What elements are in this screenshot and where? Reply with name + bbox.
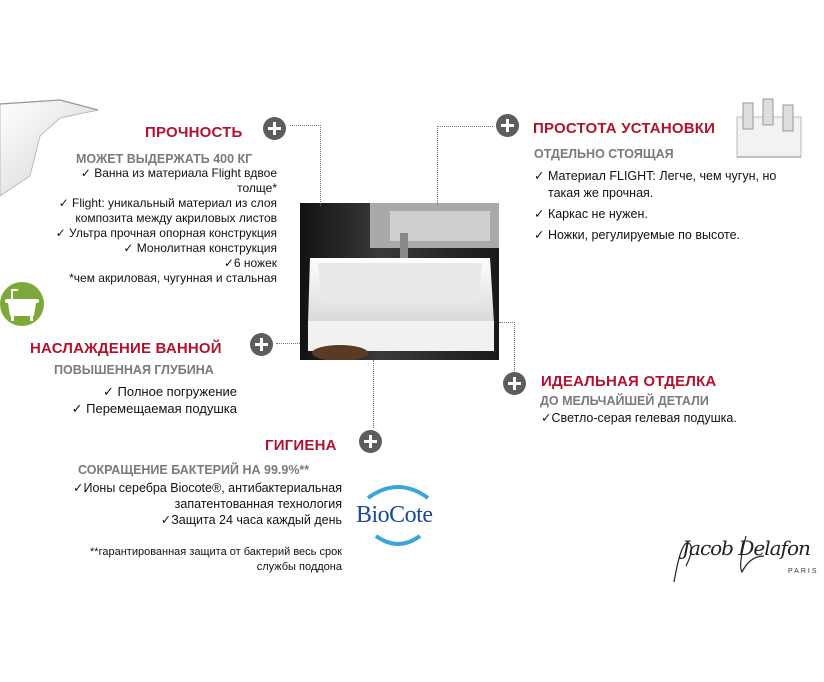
install-list (534, 168, 776, 244)
list-item: ✓ Каркас не нужен. (534, 207, 648, 221)
footnote (40, 545, 342, 575)
list-item: ✓ Flight: уникальный материал из слоя (58, 196, 277, 210)
list-item: ✓ Монолитная конструкция (123, 241, 277, 255)
hygiene-list (20, 480, 342, 528)
pleasure-subtitle: ПОВЫШЕННАЯ ГЛУБИНА (54, 363, 214, 377)
list-item: ✓ Полное погружение (103, 384, 237, 399)
list-item: ✓ Ножки, регулируемые по высоте. (534, 228, 741, 242)
connector-pleasure (276, 343, 300, 344)
finish-list (541, 411, 737, 426)
list-item: ✓ Ультра прочная опорная конструкция (55, 226, 277, 240)
bathtub-icon (0, 280, 48, 330)
list-item: ✓Светло-серая гелевая подушка. (541, 411, 737, 425)
connector-install (437, 126, 493, 205)
list-item: ✓Ионы серебра Biocote®, антибактериальная (73, 481, 342, 495)
bathroom-photo (300, 203, 499, 360)
jacob-delafon-signature (668, 526, 824, 586)
footnote-line: **гарантированная защита от бактерий весь срок (90, 546, 342, 558)
plus-circle-icon[interactable] (496, 114, 519, 137)
list-item: ✓Защита 24 часа каждый день (160, 513, 342, 527)
pleasure-list (20, 383, 237, 417)
list-item: *чем акриловая, чугунная и стальная (69, 271, 277, 285)
plus-circle-icon[interactable] (263, 117, 286, 140)
list-item: толще* (237, 181, 277, 195)
list-item: ✓ Ванна из материала Flight вдвое (80, 166, 277, 180)
signature-text: Jacob Delafon (682, 536, 810, 560)
list-item: композита между акриловых листов (75, 211, 277, 225)
bath-product-image (735, 97, 803, 163)
list-item: ✓ Перемещаемая подушка (71, 401, 237, 416)
plus-circle-icon[interactable] (250, 333, 273, 356)
connector-strength (290, 125, 321, 206)
plus-circle-icon[interactable] (359, 430, 382, 453)
strength-title: ПРОЧНОСТЬ (145, 124, 243, 141)
hygiene-subtitle: СОКРАЩЕНИЕ БАКТЕРИЙ НА 99.9%** (78, 463, 310, 477)
install-title: ПРОСТОТА УСТАНОВКИ (533, 120, 716, 137)
finish-subtitle: ДО МЕЛЬЧАЙШЕЙ ДЕТАЛИ (540, 394, 709, 408)
list-item: такая же прочная. (548, 186, 654, 200)
install-subtitle: ОТДЕЛЬНО СТОЯЩАЯ (534, 147, 674, 161)
finish-title: ИДЕАЛЬНАЯ ОТДЕЛКА (541, 373, 717, 390)
strength-subtitle: МОЖЕТ ВЫДЕРЖАТЬ 400 КГ (76, 152, 253, 166)
strength-list (20, 166, 277, 286)
connector-hygiene (373, 360, 374, 428)
list-item: запатентованная технология (174, 497, 342, 511)
list-item: ✓ Материал FLIGHT: Легче, чем чугун, но (534, 169, 777, 183)
footnote-line: службы поддона (256, 561, 342, 573)
plus-circle-icon[interactable] (503, 372, 526, 395)
list-item: ✓6 ножек (223, 256, 277, 270)
pleasure-title: НАСЛАЖДЕНИЕ ВАННОЙ (30, 340, 222, 357)
biocote-logo (354, 480, 442, 550)
biocote-logo-text: BioCote (356, 502, 433, 528)
signature-sub: PARIS (788, 568, 819, 575)
hygiene-title: ГИГИЕНА (265, 437, 337, 454)
